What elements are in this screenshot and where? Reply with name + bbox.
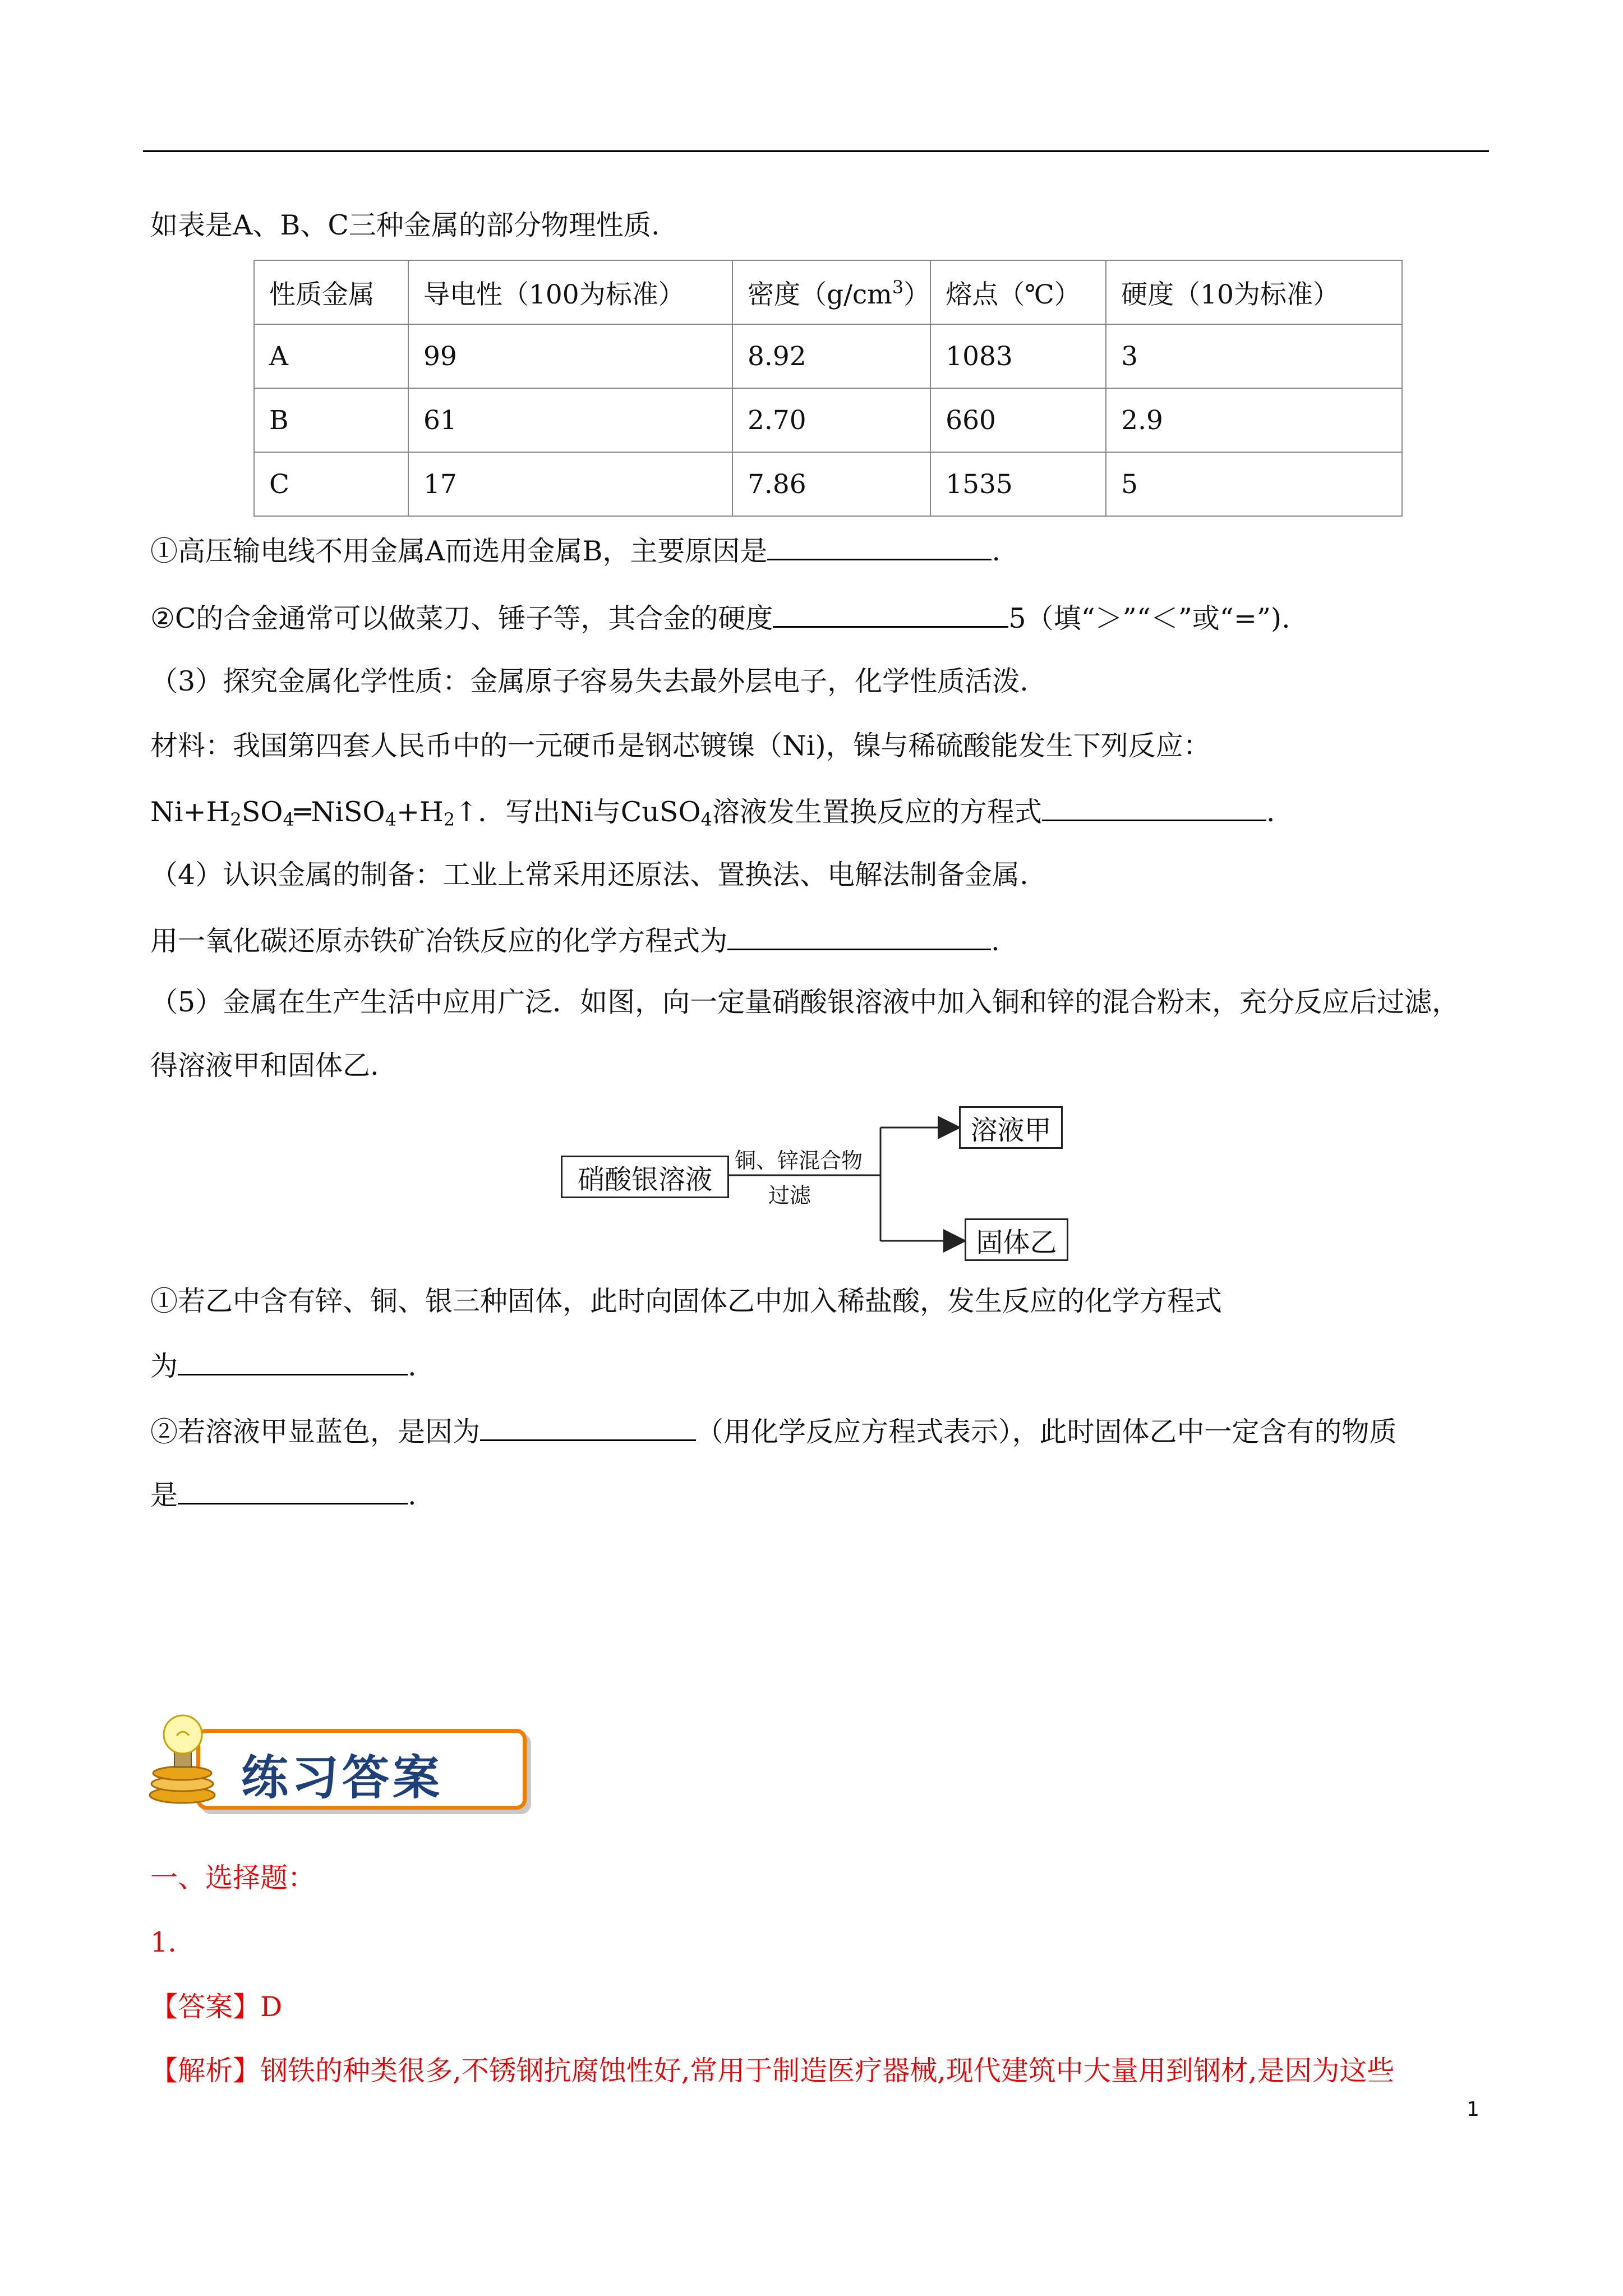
solution-a-box: 溶液甲 <box>959 1106 1063 1149</box>
answer-blank[interactable] <box>767 533 992 560</box>
answer-blank[interactable] <box>1042 794 1266 821</box>
lightbulb-books-icon <box>143 1711 233 1809</box>
table-header-row <box>254 260 1402 324</box>
table-cell: 3 <box>1106 324 1402 388</box>
answer-blank[interactable] <box>773 600 1008 628</box>
answers-banner <box>143 1711 530 1809</box>
section-5-question-1-cont: 为 . <box>150 1348 417 1383</box>
table-cell: 1535 <box>930 452 1106 516</box>
table-row <box>254 452 1402 516</box>
table-cell: 7.86 <box>732 452 930 516</box>
table-row <box>254 388 1402 452</box>
filter-label: 过滤 <box>768 1183 811 1208</box>
answer-blank[interactable] <box>178 1477 408 1504</box>
header-rule <box>143 150 1489 152</box>
material-text: 材料：我国第四套人民币中的一元硬币是钢芯镀镍（Ni)，镍与稀硫酸能发生下列反应： <box>150 730 1211 762</box>
table-header-cell: 熔点（℃） <box>930 260 1106 324</box>
banner-title: 练习答案 <box>241 1750 444 1805</box>
section-5-question-2-cont: 是 . <box>150 1477 417 1512</box>
answer-number: 1. <box>150 1926 177 1958</box>
section-3: （3）探究金属化学性质：金属原子容易失去最外层电子，化学性质活泼. <box>150 665 1029 697</box>
answer-blank[interactable] <box>178 1348 408 1375</box>
table-header-cell: 密度$(g/cm^3)$ <box>732 260 930 324</box>
table-cell: 1083 <box>930 324 1106 388</box>
section-5-line-1: （5）金属在生产生活中应用广泛．如图，向一定量硝酸银溶液中加入铜和锌的混合粉末，充分反应后过滤， <box>150 986 1460 1018</box>
section-5-question-1: ①若乙中含有锌、铜、银三种固体，此时向固体乙中加入稀盐酸，发生反应的化学方程式 <box>150 1285 1223 1317</box>
table-cell: 99 <box>408 324 732 388</box>
section-4-question: 用一氧化碳还原赤铁矿冶铁反应的化学方程式为 . <box>150 923 1000 958</box>
table-cell: C <box>254 452 408 516</box>
table-header-cell: 导电性（100为标准） <box>408 260 732 324</box>
table-cell: 8.92 <box>732 324 930 388</box>
table-cell: 660 <box>930 388 1106 452</box>
equation-line: $Ni+H_2SO_4═NiSO_4+H_2↑$．写出Ni与CuSO$_4$溶液发生置换反应的方程式 . <box>150 794 1275 829</box>
answers-section-heading: 一、选择题： <box>150 1862 316 1894</box>
table-cell: 61 <box>408 388 732 452</box>
table-cell: 17 <box>408 452 732 516</box>
table-header-cell: 硬度（10为标准） <box>1106 260 1402 324</box>
section-4: （4）认识金属的制备：工业上常采用还原法、置换法、电解法制备金属. <box>150 859 1029 891</box>
properties-table <box>253 260 1403 517</box>
table-cell: 2.70 <box>732 388 930 452</box>
answer-line: 【答案】D <box>150 1991 283 2023</box>
table-header-cell: 性质金属 <box>254 260 408 324</box>
silver-nitrate-box: 硝酸银溶液 <box>561 1156 729 1198</box>
table-cell: 2.9 <box>1106 388 1402 452</box>
question-2: ②C的合金通常可以做菜刀、锤子等，其合金的硬度 5（填“＞”“＜”或“=”). <box>150 600 1290 636</box>
explanation-line: 【解析】钢铁的种类很多,不锈钢抗腐蚀性好,常用于制造医疗器械,现代建筑中大量用到钢材,是因为这些 <box>150 2055 1395 2087</box>
table-cell: A <box>254 324 408 388</box>
solid-b-box: 固体乙 <box>965 1218 1068 1261</box>
table-cell: 5 <box>1106 452 1402 516</box>
section-5-line-2: 得溶液甲和固体乙. <box>150 1050 379 1082</box>
answer-blank[interactable] <box>480 1414 696 1441</box>
table-row <box>254 324 1402 388</box>
answer-blank[interactable] <box>727 923 991 950</box>
page-number: 1 <box>1467 2098 1479 2121</box>
table-cell: B <box>254 388 408 452</box>
reagent-label: 铜、锌混合物 <box>735 1148 863 1173</box>
question-1: ①高压输电线不用金属A而选用金属B，主要原因是 . <box>150 533 1000 568</box>
intro-text: 如表是A、B、C三种金属的部分物理性质. <box>150 209 660 241</box>
section-5-question-2: ②若溶液甲显蓝色，是因为 （用化学反应方程式表示），此时固体乙中一定含有的物质 <box>150 1414 1397 1449</box>
